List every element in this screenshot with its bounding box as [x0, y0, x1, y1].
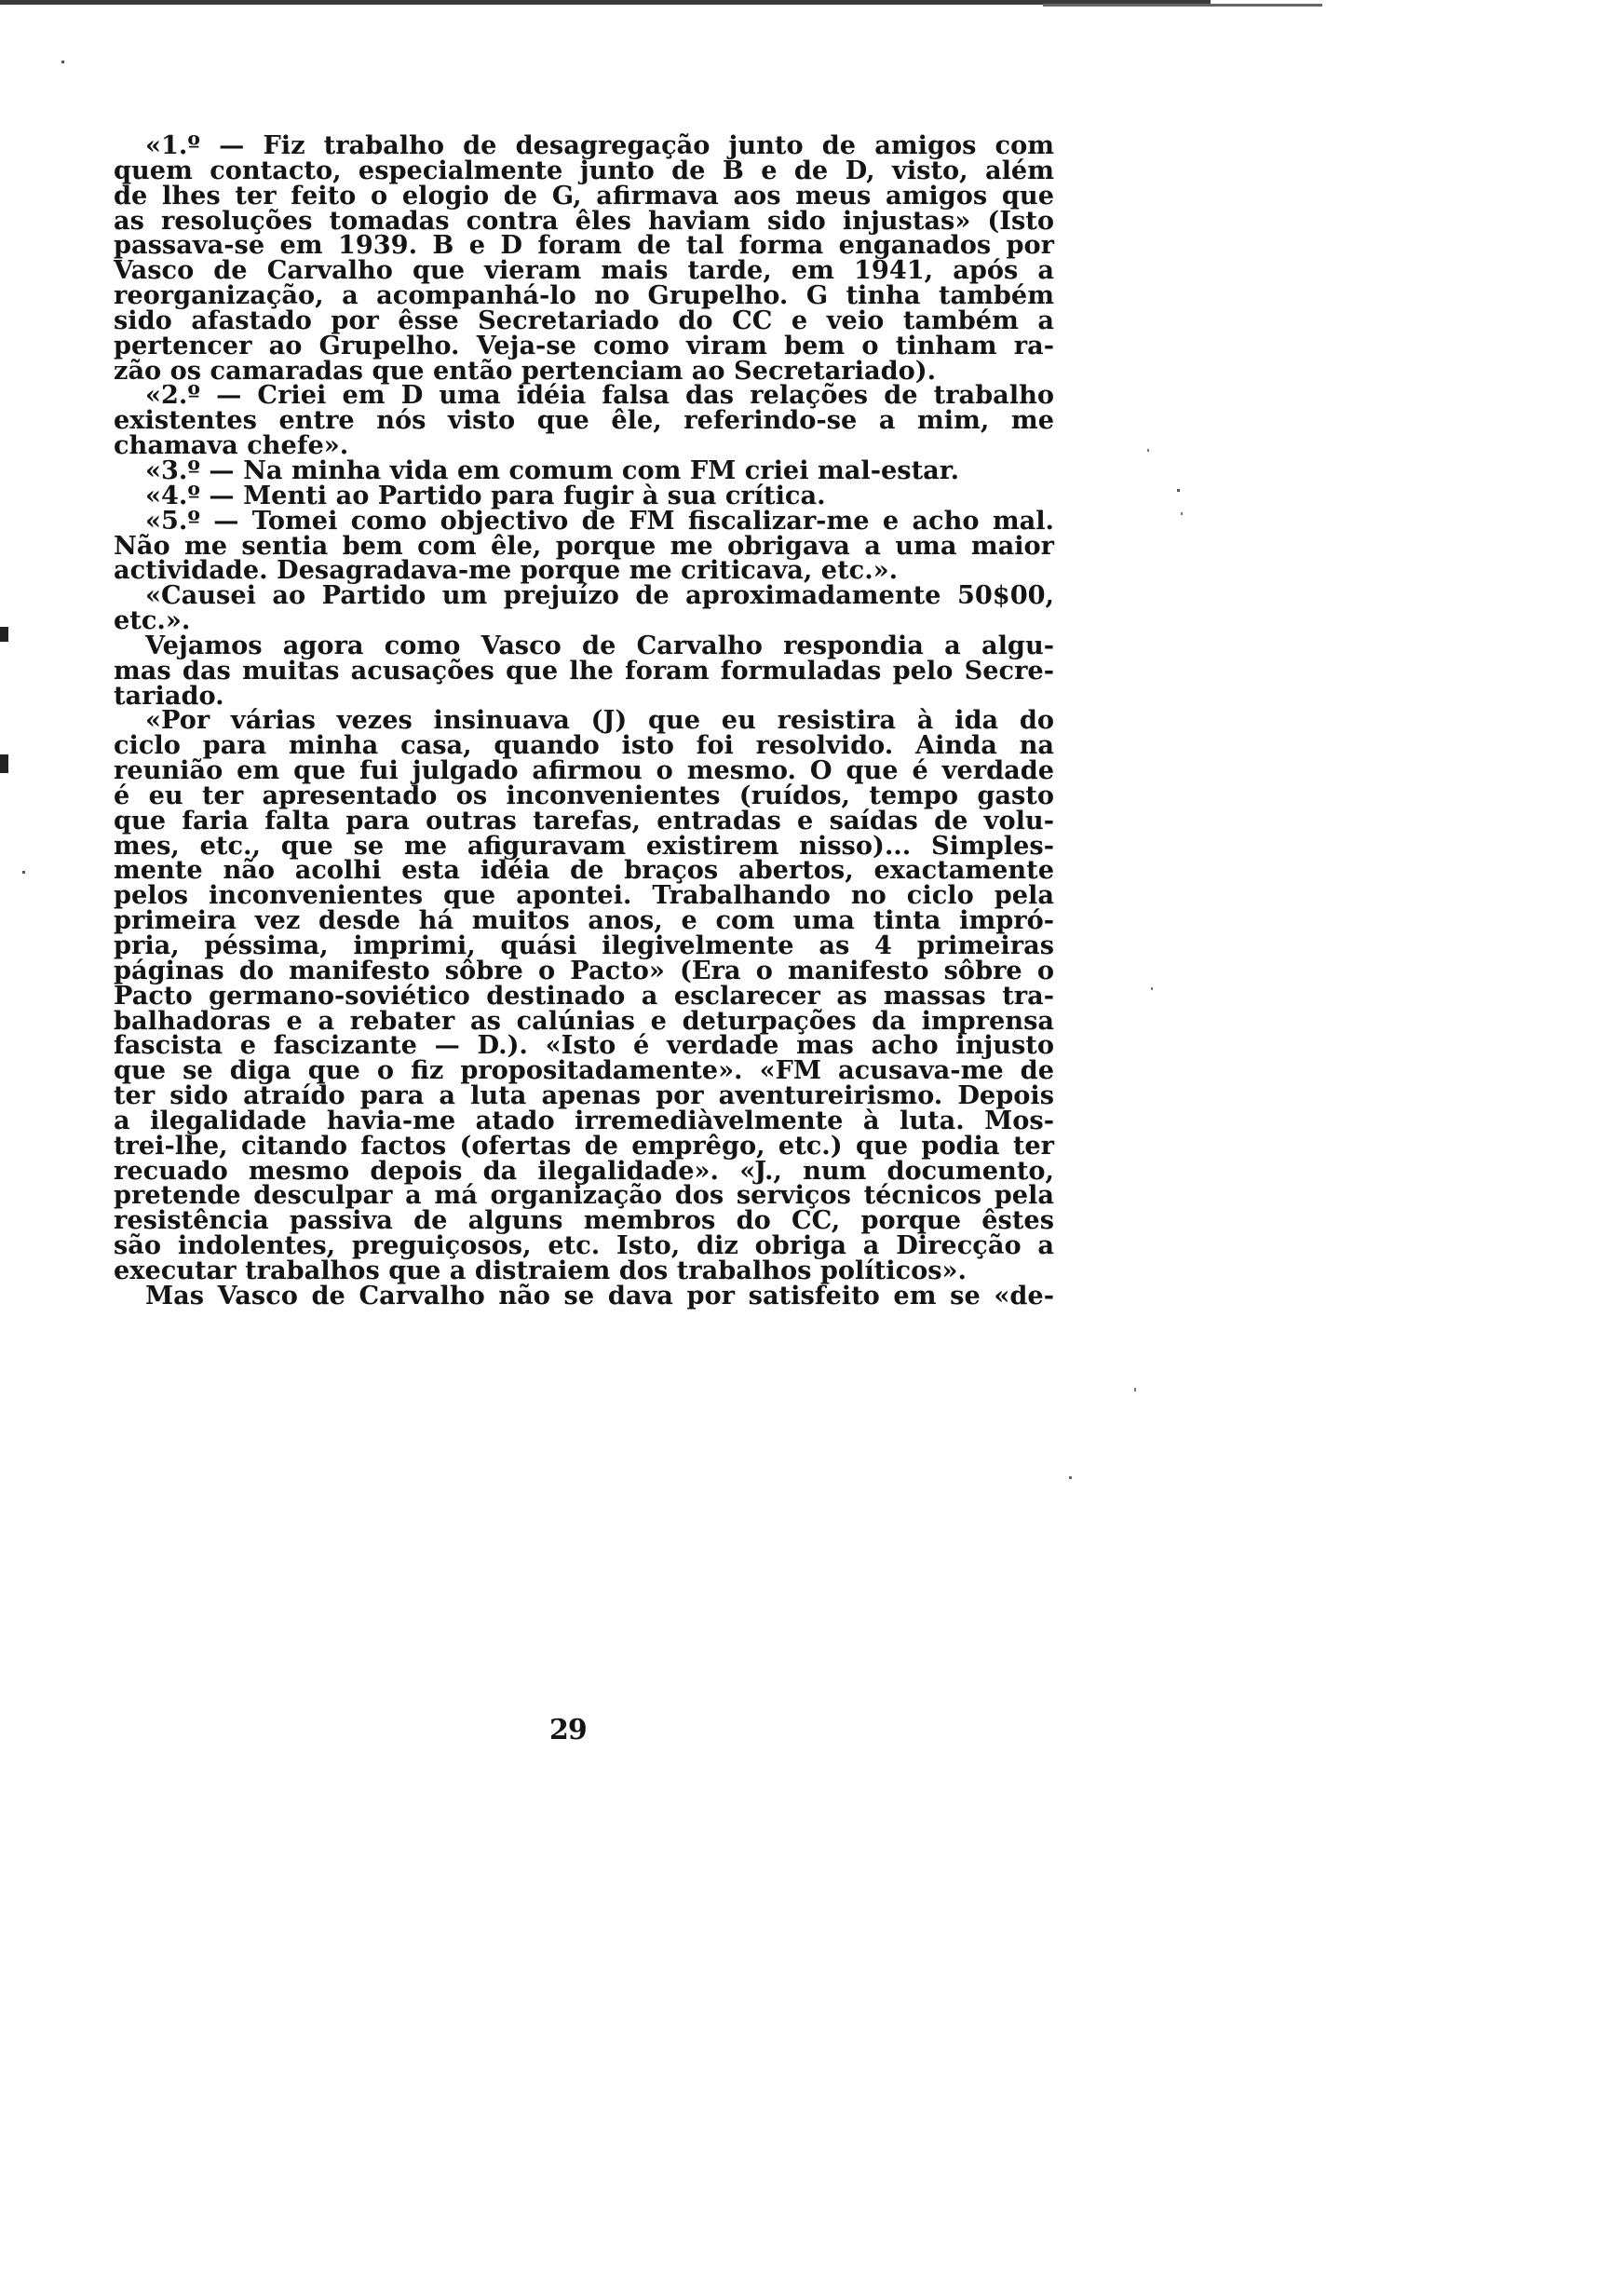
text-line: etc.».: [114, 605, 191, 636]
text-line: que se diga que o fiz propositadamente». «FM acusava-me de: [114, 1055, 1054, 1086]
text-line: actividade. Desagradava-me porque me criticava, etc.».: [114, 555, 899, 586]
text-line: resistência passiva de alguns membros do CC, porque êstes: [114, 1205, 1054, 1236]
text-line: reunião em que fui julgado afirmou o mesmo. O que é verdade: [114, 755, 1054, 786]
text-line: ciclo para minha casa, quando isto foi resolvido. Ainda na: [114, 730, 1054, 761]
text-line: executar trabalhos que a distraiem dos trabalhos políticos».: [114, 1255, 968, 1285]
text-line: pelos inconvenientes que apontei. Trabalhando no ciclo pela: [114, 880, 1054, 911]
text-line: fascista e fascizante — D.). «Isto é verdade mas acho injusto: [114, 1030, 1054, 1061]
text-line: trei-lhe, citando factos (ofertas de emprêgo, etc.) que podia ter: [114, 1130, 1054, 1161]
text-line: pertencer ao Grupelho. Veja-se como viram bem o tinham ra-: [114, 330, 1054, 360]
page-number: 29: [549, 1714, 587, 1746]
text-line: pria, péssima, imprimi, quási ilegivelmente as 4 primeiras: [114, 930, 1054, 960]
text-line: é eu ter apresentado os inconvenientes (ruídos, tempo gasto: [114, 780, 1054, 810]
scan-dust: [61, 61, 64, 63]
text-line: mente não acolhi esta idéia de braços abertos, exactamente: [114, 855, 1054, 886]
text-line: existentes entre nós visto que êle, referindo-se a mim, me: [114, 405, 1054, 436]
scan-dust: [1147, 449, 1149, 452]
text-line: «4.º — Menti ao Partido para fugir à sua crítica.: [145, 480, 826, 510]
text-line: passava-se em 1939. B e D foram de tal forma enganados por: [114, 230, 1054, 261]
scan-dust: [1151, 987, 1153, 990]
text-line: as resoluções tomadas contra êles haviam sido injustas» (Isto: [114, 205, 1054, 236]
text-line: «2.º — Criei em D uma idéia falsa das relações de trabalho: [145, 380, 1054, 411]
scan-dust: [1177, 489, 1180, 492]
text-line: de lhes ter feito o elogio de G, afirmava aos meus amigos que: [114, 180, 1054, 210]
scan-mark: [0, 627, 8, 642]
text-line: primeira vez desde há muitos anos, e com uma tinta impró-: [114, 905, 1054, 936]
text-line: chamava chefe».: [114, 430, 349, 461]
text-line: Pacto germano-soviético destinado a esclarecer as massas tra-: [114, 980, 1054, 1011]
text-line: Não me sentia bem com êle, porque me obrigava a uma maior: [114, 530, 1054, 561]
text-line: páginas do manifesto sôbre o Pacto» (Era o manifesto sôbre o: [114, 955, 1054, 985]
text-line: balhadoras e a rebater as calúnias e deturpações da imprensa: [114, 1005, 1054, 1036]
text-line: são indolentes, preguiçosos, etc. Isto, diz obriga a Direcção a: [114, 1230, 1054, 1261]
top-scan-rule: [0, 0, 1211, 5]
text-line: zão os camaradas que então pertenciam ao Secretariado).: [114, 355, 937, 386]
text-line: «Causei ao Partido um prejuízo de aproximadamente 50$00,: [145, 580, 1054, 611]
text-line: ter sido atraído para a luta apenas por aventureirismo. Depois: [114, 1080, 1054, 1111]
scan-dust: [1181, 512, 1183, 515]
scan-dust: [1134, 1388, 1136, 1392]
text-line: «3.º — Na minha vida em comum com FM criei mal-estar.: [145, 455, 960, 485]
text-line: «1.º — Fiz trabalho de desagregação junto de amigos com: [145, 130, 1054, 160]
text-line: pretende desculpar a má organização dos serviços técnicos pela: [114, 1180, 1054, 1211]
text-line: tariado.: [114, 680, 224, 711]
text-line: «5.º — Tomei como objectivo de FM fiscalizar-me e acho mal.: [145, 505, 1054, 536]
scan-mark: [0, 754, 8, 773]
text-line: que faria falta para outras tarefas, entradas e saídas de volu-: [114, 805, 1054, 835]
top-scan-rule-secondary: [1043, 4, 1322, 7]
body-text: [114, 130, 1054, 1310]
text-line: reorganização, a acompanhá-lo no Grupelho. G tinha também: [114, 280, 1054, 311]
text-line: Mas Vasco de Carvalho não se dava por satisfeito em se «de-: [145, 1280, 1054, 1310]
text-line: recuado mesmo depois da ilegalidade». «J., num documento,: [114, 1155, 1054, 1186]
text-line: mas das muitas acusações que lhe foram formuladas pelo Secre-: [114, 655, 1054, 686]
text-line: a ilegalidade havia-me atado irremediàvelmente à luta. Mos-: [114, 1105, 1054, 1135]
scan-dust: [1069, 1476, 1072, 1479]
text-line: mes, etc., que se me afiguravam existirem nisso)... Simples-: [114, 830, 1054, 861]
scan-dust: [22, 871, 25, 874]
text-line: Vejamos agora como Vasco de Carvalho respondia a algu-: [145, 630, 1054, 660]
text-line: «Por várias vezes insinuava (J) que eu resistira à ida do: [145, 705, 1054, 736]
text-line: Vasco de Carvalho que vieram mais tarde, em 1941, após a: [114, 255, 1054, 286]
text-line: sido afastado por êsse Secretariado do CC e veio também a: [114, 305, 1054, 335]
text-line: quem contacto, especialmente junto de B e de D, visto, além: [114, 155, 1054, 185]
